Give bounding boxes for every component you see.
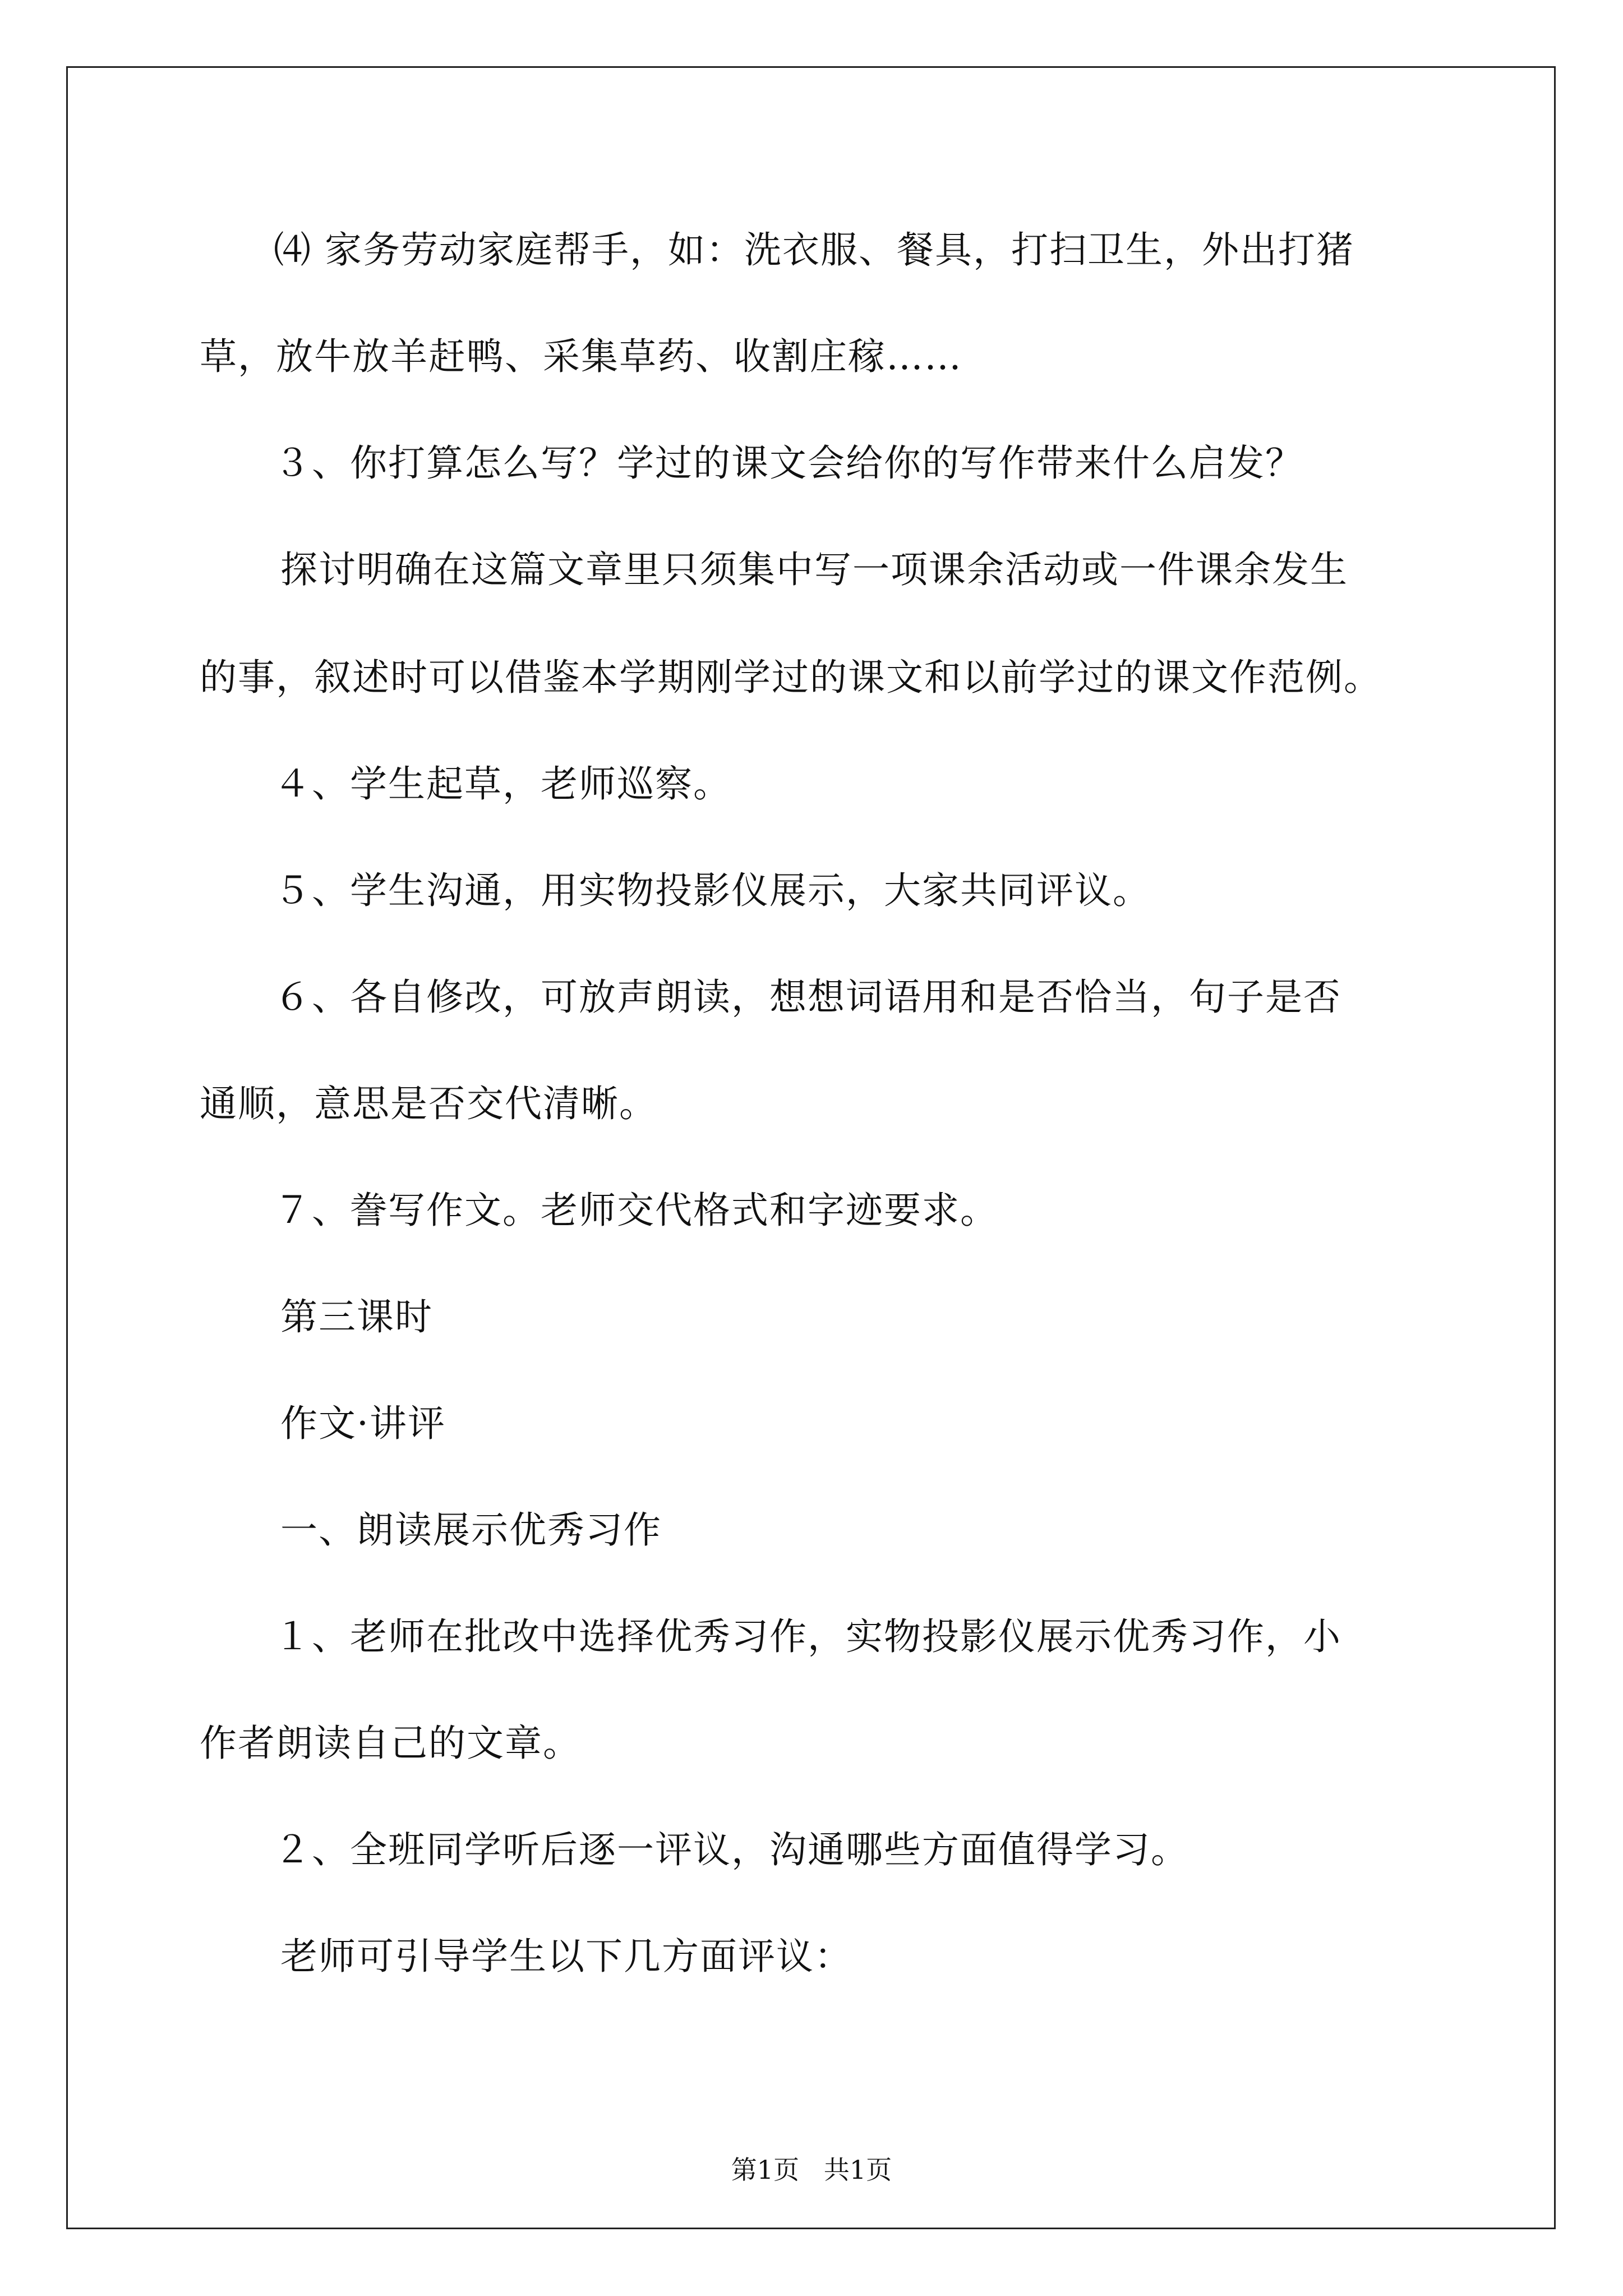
text-line: 探讨明确在这篇文章里只须集中写一项课余活动或一件课余发生: [280, 548, 1348, 591]
section-heading: 作文·讲评: [280, 1402, 446, 1445]
section-heading: 一、朗读展示优秀习作: [280, 1508, 662, 1552]
text-line: ⑷ 家务劳动家庭帮手，如：洗衣服、餐具，打扫卫生，外出打猪: [274, 228, 1354, 272]
text-line: 老师可引导学生以下几方面评议：: [280, 1935, 852, 1978]
text-line: １、老师在批改中选择优秀习作，实物投影仪展示优秀习作，小: [274, 1615, 1341, 1658]
text-line: 草，放牛放羊赶鸭、采集草药、收割庄稼……: [200, 335, 962, 378]
page-number-footer: 第1页 共1页: [731, 2155, 892, 2185]
section-heading: 第三课时: [280, 1295, 433, 1338]
page-border: [66, 66, 1556, 2229]
text-line: 的事，叙述时可以借鉴本学期刚学过的课文和以前学过的课文作范例。: [200, 656, 1382, 699]
text-line: 作者朗读自己的文章。: [200, 1722, 581, 1765]
text-line: 通顺，意思是否交代清晰。: [200, 1082, 657, 1125]
text-line: ２、全班同学听后逐一评议，沟通哪些方面值得学习。: [274, 1828, 1189, 1871]
text-line: ６、各自修改，可放声朗读，想想词语用和是否恰当，句子是否: [274, 976, 1341, 1019]
text-line: ３、你打算怎么写？学过的课文会给你的写作带来什么启发？: [274, 441, 1303, 485]
text-line: ５、学生沟通，用实物投影仪展示，大家共同评议。: [274, 869, 1151, 912]
text-line: ４、学生起草，老师巡察。: [274, 762, 731, 806]
text-line: ７、誊写作文。老师交代格式和字迹要求。: [274, 1189, 998, 1232]
